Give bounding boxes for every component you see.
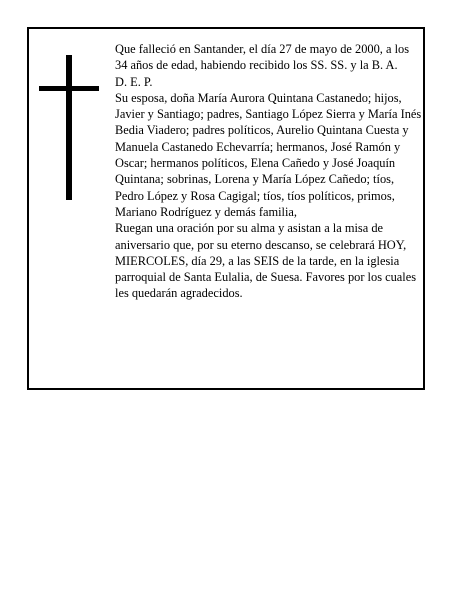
cross-icon <box>39 55 99 200</box>
notice-opening: Que falleció en Santander, el día 27 de mayo de 2000, a los 34 años de edad, habiendo recibido los SS. SS. y la B. A. <box>115 42 410 73</box>
cross-horizontal-bar <box>39 86 99 91</box>
obituary-notice <box>27 27 425 390</box>
notice-text <box>115 41 423 302</box>
notice-family: Su esposa, doña María Aurora Quintana Castanedo; hijos, Javier y Santiago; padres, Santiago López Sierra y María Inés Bedia Viadero; padres políticos, Aurelio Quintana Cuesta y Manuela Castanedo Echevarría; hermanos, José Ramón y Oscar; hermanos políticos, Elena Cañedo y José Joaquín Quintana; sobrinas, Lorena y María López Cañedo; tíos, Pedro López y Rosa Cagigal; tíos, tíos políticos, primos, Mariano Rodríguez y demás familia, <box>115 90 422 219</box>
notice-request: Ruegan una oración por su alma y asistan a la misa de aniversario que, por su eterno descanso, se celebrará HOY, MIERCOLES, día 29, a las SEIS de la tarde, en la iglesia parroquial de Santa Eulalia, de Suesa. Favores por los cuales les quedarán agradecidos. <box>115 221 417 301</box>
notice-rip: D. E. P. <box>115 74 153 89</box>
cross-vertical-bar <box>66 55 72 200</box>
